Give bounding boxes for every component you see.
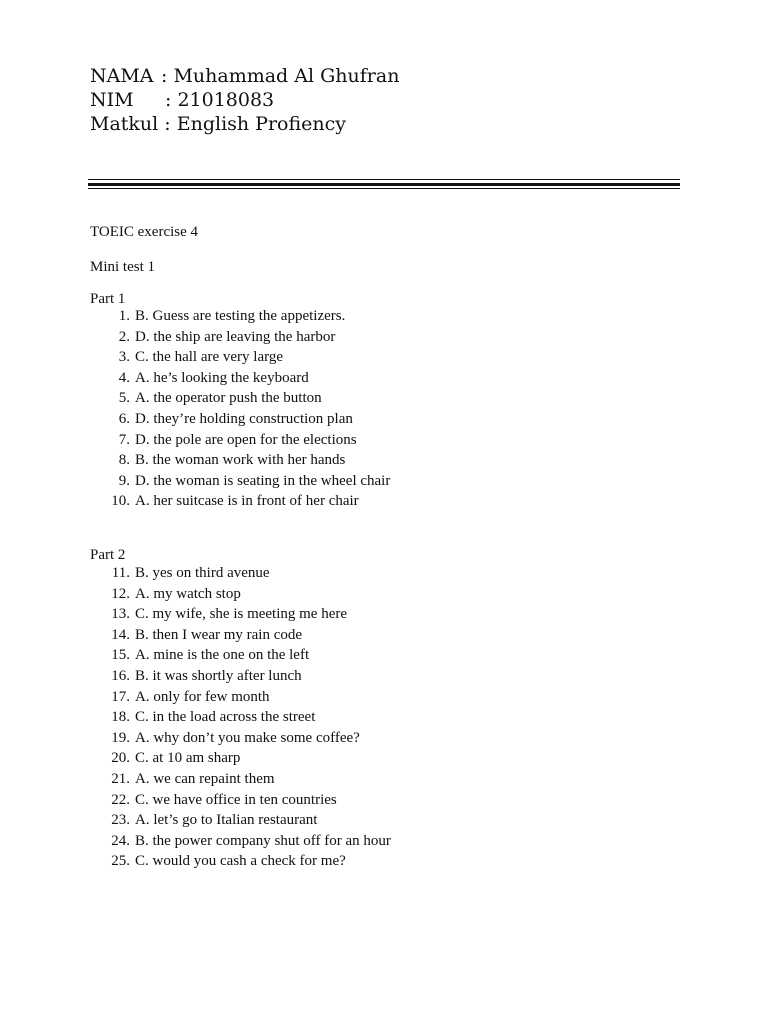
answer-number: 23. [111, 812, 130, 829]
answer-number: 3. [118, 349, 130, 366]
name-line [90, 64, 399, 88]
answer-number: 22. [111, 791, 130, 808]
answer-text: A. my watch stop [135, 585, 241, 602]
answer-text: D. the pole are open for the elections [135, 431, 357, 448]
answer-text: C. the hall are very large [135, 349, 283, 366]
answer-number: 4. [118, 369, 130, 386]
answer-text: D. the ship are leaving the harbor [135, 328, 336, 345]
answer-number: 16. [111, 667, 130, 684]
matkul-label: Matkul [90, 113, 159, 135]
answer-number: 8. [118, 452, 130, 469]
answer-text: A. he’s looking the keyboard [135, 369, 309, 386]
nim-label: NIM [90, 89, 134, 111]
answer-text: A. why don’t you make some coffee? [135, 729, 360, 746]
matkul-value: : English Profiency [164, 113, 347, 135]
answer-number: 7. [118, 431, 130, 448]
answer-text: C. we have office in ten countries [135, 791, 337, 808]
answer-number: 21. [111, 770, 130, 787]
answer-number: 11. [111, 565, 130, 581]
answer-number: 13. [111, 606, 130, 623]
answer-number: 6. [118, 410, 130, 427]
name-value: : Muhammad Al Ghufran [161, 65, 400, 87]
answer-text: A. the operator push the button [135, 390, 322, 407]
divider-top [88, 179, 680, 180]
name-label: NAMA [90, 65, 154, 87]
answer-number: 24. [111, 832, 130, 849]
divider-bottom [88, 188, 680, 189]
answer-number: 12. [111, 585, 130, 602]
answer-number: 20. [111, 750, 130, 767]
answer-number: 25. [111, 853, 130, 870]
answer-text: B. Guess are testing the appetizers. [135, 308, 346, 324]
answer-text: B. yes on third avenue [135, 565, 270, 581]
mini-test-title: Mini test 1 [90, 259, 156, 275]
part1-title: Part 1 [90, 291, 126, 307]
answer-text: A. her suitcase is in front of her chair [135, 493, 359, 510]
answer-number: 2. [118, 328, 130, 345]
answer-number: 10. [111, 493, 130, 510]
exercise-title: TOEIC exercise 4 [90, 224, 199, 240]
answer-number: 5. [118, 390, 130, 407]
answer-number: 9. [118, 472, 130, 489]
answer-text: D. the woman is seating in the wheel chair [135, 472, 391, 489]
answer-text: A. mine is the one on the left [135, 647, 310, 664]
answer-number: 17. [111, 688, 130, 705]
student-info [90, 64, 399, 136]
answer-text: C. would you cash a check for me? [135, 853, 346, 870]
answer-text: B. it was shortly after lunch [135, 667, 302, 684]
answer-text: B. then I wear my rain code [135, 626, 303, 643]
answer-text: B. the woman work with her hands [135, 452, 346, 469]
answer-number: 14. [111, 626, 130, 643]
answer-text: C. my wife, she is meeting me here [135, 606, 348, 623]
answer-text: C. at 10 am sharp [135, 750, 241, 767]
answer-number: 15. [111, 647, 130, 664]
nim-line [90, 88, 399, 112]
part2-title: Part 2 [90, 547, 126, 563]
answer-text: A. only for few month [135, 688, 270, 705]
nim-value: : 21018083 [165, 89, 275, 111]
answer-number: 19. [111, 729, 130, 746]
matkul-line [90, 112, 399, 136]
answer-text: C. in the load across the street [135, 709, 316, 726]
answer-text: A. we can repaint them [135, 770, 275, 787]
answer-number: 18. [111, 709, 130, 726]
answer-text: B. the power company shut off for an hour [135, 832, 391, 849]
answer-text: A. let’s go to Italian restaurant [135, 812, 318, 829]
answer-text: D. they’re holding construction plan [135, 410, 353, 427]
answer-number: 1. [118, 308, 130, 324]
divider-middle [88, 183, 680, 186]
